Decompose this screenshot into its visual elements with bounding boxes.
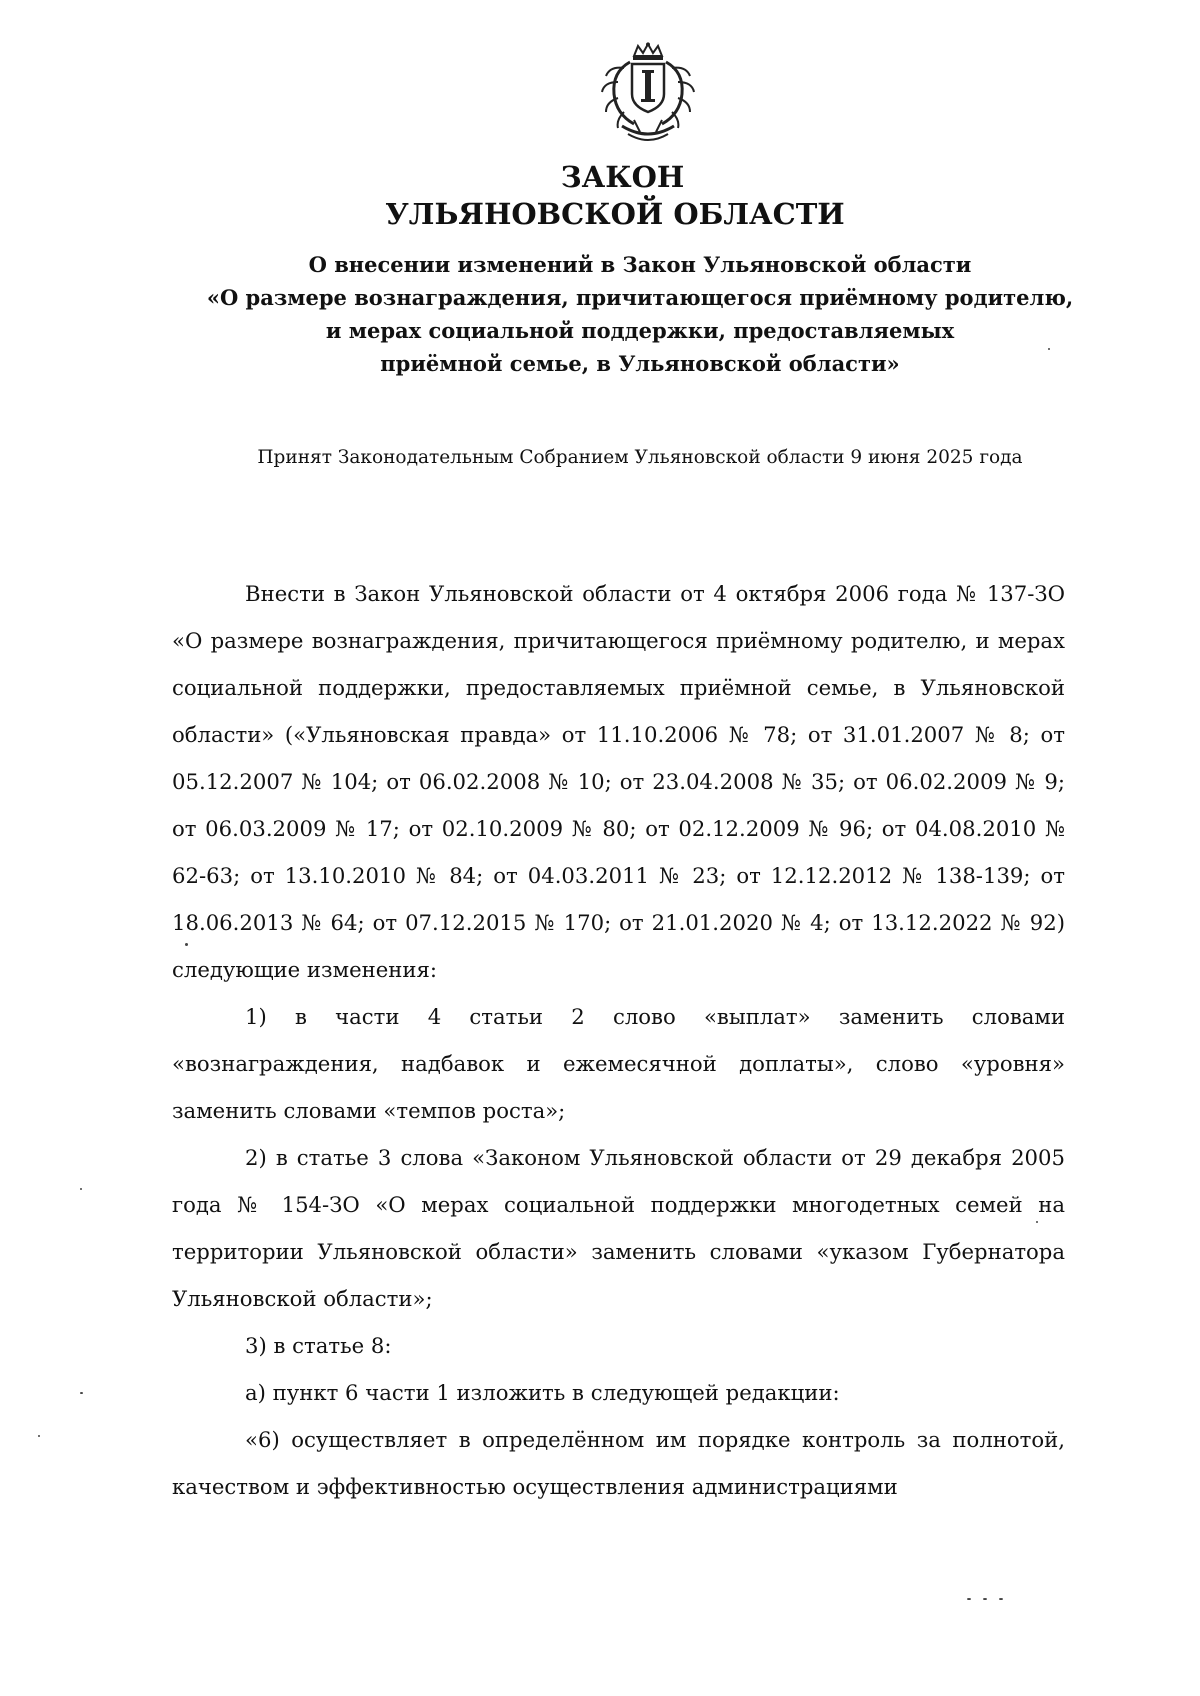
amendment-item-3a: а) пункт 6 части 1 изложить в следующей редакции: xyxy=(245,1380,840,1405)
coat-of-arms-emblem xyxy=(598,42,698,146)
amendment-item-3: 3) в статье 8: xyxy=(245,1333,392,1358)
subtitle-line: приёмной семье, в Ульяновской области» xyxy=(380,351,900,376)
scan-speck xyxy=(1036,1221,1038,1223)
subtitle-line: «О размере вознаграждения, причитающегося приёмному родителю, xyxy=(206,285,1074,310)
subtitle-line: О внесении изменений в Закон Ульяновской области xyxy=(308,252,972,277)
adoption-note: Принят Законодательным Собранием Ульяновской области 9 июня 2025 года xyxy=(257,447,1023,468)
quoted-point-6: «6) осуществляет в определённом им порядке контроль за полнотой, качеством и эффективностью осуществления администрациями xyxy=(172,1427,1065,1499)
amendment-item-2: 2) в статье 3 слова «Законом Ульяновской области от 29 декабря 2005 года № 154-ЗО «О мерах социальной поддержки многодетных семей на территории Ульяновской области» заменить словами «указом Губернатора Ульяновской области»; xyxy=(172,1145,1065,1311)
scan-speck xyxy=(983,1598,987,1600)
intro-paragraph: Внести в Закон Ульяновской области от 4 октября 2006 года № 137-ЗО «О размере вознаграждения, причитающегося приёмному родителю, и мерах социальной поддержки, предоставляемых приёмной семье, в Ульяновской области» («Ульяновская правда» от 11.10.2006 № 78; от 31.01.2007 № 8; от 05.12.2007 № 104; от 06.02.2008 № 10; от 23.04.2008 № 35; от 06.02.2009 № 9; от 06.03.2009 № 17; от 02.10.2009 № 80; от 02.12.2009 № 96; от 04.08.2010 № 62-63; от 13.10.2010 № 84; от 04.03.2011 № 23; от 12.12.2012 № 138-139; от 18.06.2013 № 64; от 07.12.2015 № 170; от 21.01.2020 № 4; от 13.12.2022 № 92) следующие изменения: xyxy=(172,581,1065,982)
scan-speck xyxy=(80,1392,83,1394)
scan-speck xyxy=(999,1598,1003,1600)
scan-speck xyxy=(967,1598,971,1600)
scan-speck xyxy=(185,943,188,946)
amendment-item-1: 1) в части 4 статьи 2 слово «выплат» заменить словами «вознаграждения, надбавок и ежемесячной доплаты», слово «уровня» заменить словами «темпов роста»; xyxy=(172,1004,1065,1123)
law-body xyxy=(172,570,1065,1510)
scan-speck xyxy=(80,1188,82,1190)
region-title: УЛЬЯНОВСКОЙ ОБЛАСТИ xyxy=(385,197,845,231)
law-title: ЗАКОН xyxy=(560,160,685,194)
law-subtitle xyxy=(200,248,1080,380)
subtitle-line: и мерах социальной поддержки, предоставляемых xyxy=(325,318,955,343)
scan-speck xyxy=(38,1435,40,1437)
scan-speck xyxy=(1048,348,1050,350)
